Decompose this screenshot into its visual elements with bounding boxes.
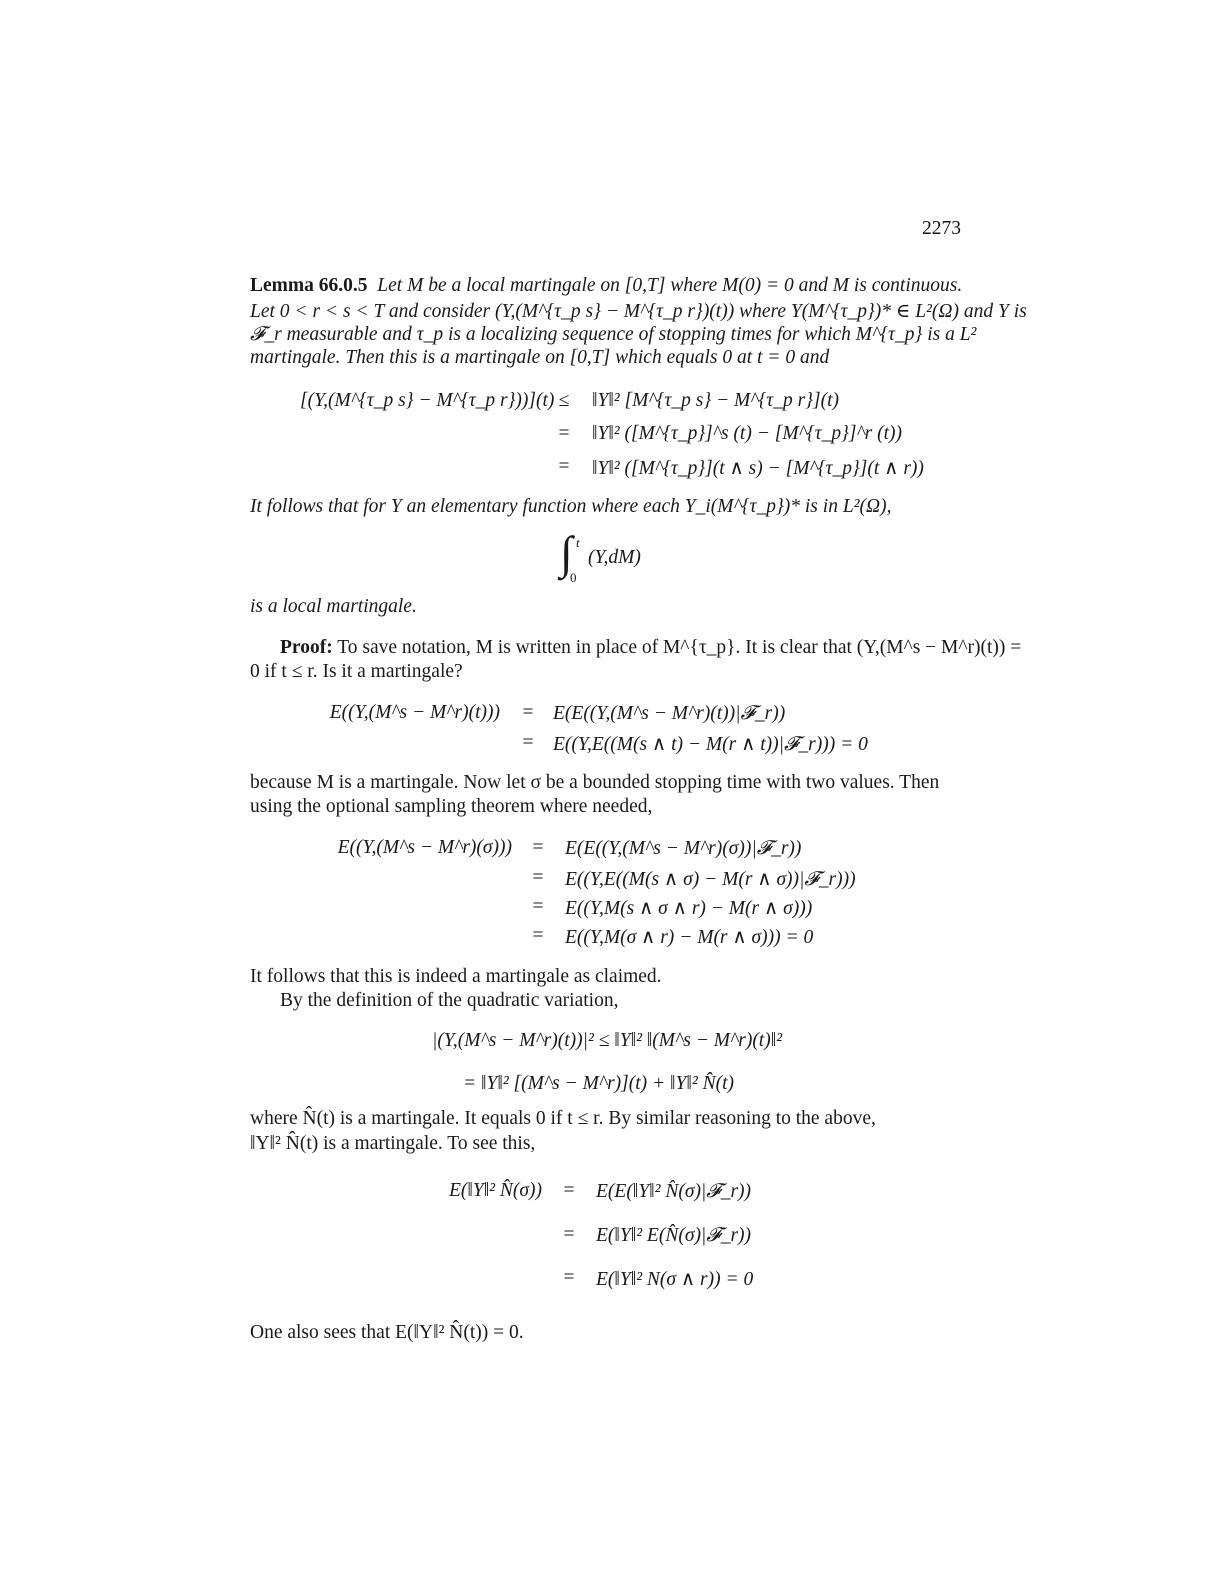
eq3-rhs-1: E(E((Y,(M^s − M^r)(σ))|𝓕_r))	[565, 838, 802, 859]
lemma-follows: It follows that for Y an elementary function where each Y_i(M^{τ_p})* is in L²(Ω),	[250, 496, 892, 517]
eq1-rel-3: =	[558, 456, 570, 477]
lemma-line-1	[250, 275, 962, 297]
integral-upper-limit: t	[576, 535, 580, 550]
eq1-lhs: [(Y,(M^{τ_p s} − M^{τ_p r}))](t)	[300, 390, 555, 411]
integral-body: (Y,dM)	[588, 547, 641, 568]
eq5-rhs-1: E(E(‖Y‖² N̂(σ)|𝓕_r))	[596, 1181, 752, 1202]
integral-lower-limit: 0	[570, 570, 577, 585]
proof-para2-line1: because M is a martingale. Now let σ be a bounded stopping time with two values. Then	[250, 772, 940, 793]
eq5-rhs-2: E(‖Y‖² E(N̂(σ)|𝓕_r))	[596, 1225, 752, 1246]
eq2-rhs-1: E(E((Y,(M^s − M^r)(t))|𝓕_r))	[553, 703, 786, 724]
eq3-rel-1: =	[532, 837, 544, 858]
lemma-label: Lemma 66.0.5	[250, 275, 368, 296]
proof-line-2: 0 if t ≤ r. Is it a martingale?	[250, 661, 463, 682]
integral-sign-icon: ∫	[560, 527, 573, 578]
eq3-rel-2: =	[532, 867, 544, 888]
eq2-rel-1: =	[522, 702, 534, 723]
eq3-lhs: E((Y,(M^s − M^r)(σ)))	[337, 837, 512, 858]
eq1-rhs-1: ‖Y‖² [M^{τ_p s} − M^{τ_p r}](t)	[592, 390, 840, 411]
proof-line-1	[280, 637, 1021, 659]
eq2-rel-2: =	[522, 732, 534, 753]
proof-para4: By the definition of the quadratic variation,	[280, 990, 619, 1011]
eq5-lhs: E(‖Y‖² N̂(σ))	[448, 1180, 542, 1201]
eq3-rhs-2: E((Y,E((M(s ∧ σ) − M(r ∧ σ))|𝓕_r)))	[565, 869, 856, 890]
eq1-rel-1: ≤	[558, 390, 570, 411]
lemma-line-3: 𝓕_r measurable and τ_p is a localizing sequence of stopping times for which M^{τ_p} is a L²	[250, 324, 977, 345]
page-number: 2273	[922, 218, 961, 239]
lemma-line-2: Let 0 < r < s < T and consider (Y,(M^{τ_p s} − M^{τ_p r})(t)) where Y(M^{τ_p})* ∈ L²(Ω) and Y is	[250, 301, 1027, 322]
eq4-line-2: = ‖Y‖² [(M^s − M^r)](t) + ‖Y‖² N̂(t)	[463, 1073, 734, 1094]
eq1-rhs-3: ‖Y‖² ([M^{τ_p}](t ∧ s) − [M^{τ_p}](t ∧ r))	[592, 458, 924, 479]
eq1-rel-2: =	[558, 423, 570, 444]
eq3-rel-3: =	[532, 896, 544, 917]
proof-text-1: To save notation, M is written in place of M^{τ_p}. It is clear that (Y,(M^s − M^r)(t)) =	[337, 637, 1022, 658]
eq3-rhs-4: E((Y,M(σ ∧ r) − M(r ∧ σ))) = 0	[565, 927, 814, 948]
proof-para5-line1: where N̂(t) is a martingale. It equals 0 if t ≤ r. By similar reasoning to the above,	[250, 1108, 876, 1129]
proof-label: Proof:	[280, 637, 333, 658]
eq2-rhs-2: E((Y,E((M(s ∧ t) − M(r ∧ t))|𝓕_r))) = 0	[553, 734, 868, 755]
lemma-text-1: Let M be a local martingale on [0,T] where M(0) = 0 and M is continuous.	[377, 275, 963, 296]
lemma-conclusion: is a local martingale.	[250, 596, 417, 617]
eq3-rel-4: =	[532, 925, 544, 946]
eq2-lhs: E((Y,(M^s − M^r)(t)))	[329, 702, 500, 723]
eq5-rel-3: =	[563, 1267, 575, 1288]
proof-para3: It follows that this is indeed a martingale as claimed.	[250, 966, 662, 987]
proof-para5-line2: ‖Y‖² N̂(t) is a martingale. To see this,	[250, 1133, 536, 1154]
eq4-line-1: |(Y,(M^s − M^r)(t))|² ≤ ‖Y‖² ‖(M^s − M^r)(t)‖²	[431, 1030, 783, 1051]
eq5-rel-2: =	[563, 1224, 575, 1245]
eq5-rel-1: =	[563, 1180, 575, 1201]
proof-final: One also sees that E(‖Y‖² N̂(t)) = 0.	[250, 1322, 524, 1343]
eq5-rhs-3: E(‖Y‖² N(σ ∧ r)) = 0	[596, 1269, 754, 1290]
eq3-rhs-3: E((Y,M(s ∧ σ ∧ r) − M(r ∧ σ)))	[565, 898, 813, 919]
lemma-line-4: martingale. Then this is a martingale on [0,T] which equals 0 at t = 0 and	[250, 347, 830, 368]
eq1-rhs-2: ‖Y‖² ([M^{τ_p}]^s (t) − [M^{τ_p}]^r (t))	[592, 423, 903, 444]
proof-para2-line2: using the optional sampling theorem where needed,	[250, 796, 653, 817]
